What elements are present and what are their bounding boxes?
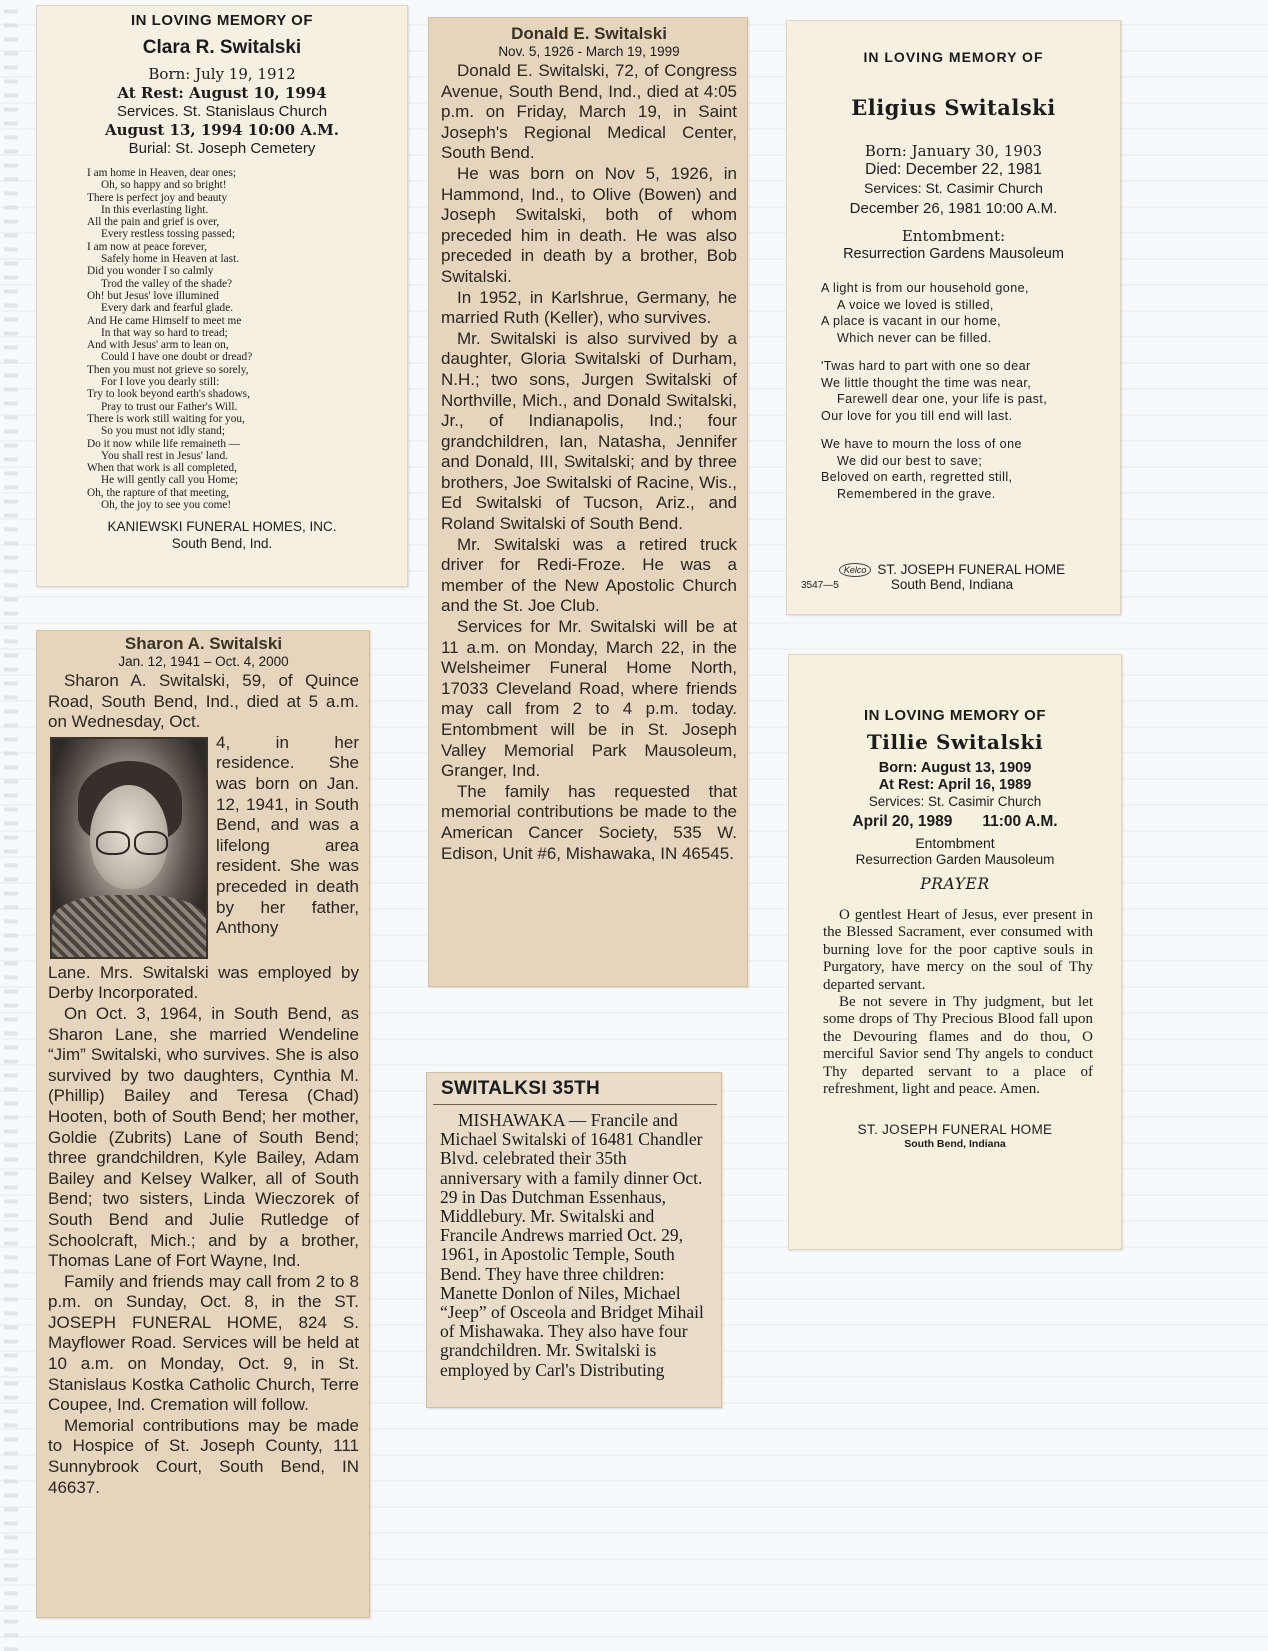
card-header: IN LOVING MEMORY OF <box>863 707 1046 724</box>
obituary-dates: Jan. 12, 1941 – Oct. 4, 2000 <box>118 654 289 669</box>
anniversary-clipping <box>426 1072 722 1408</box>
obituary-title: Donald E. Switalski <box>511 24 667 43</box>
poem-line: I am home in Heaven, dear ones; <box>87 167 236 179</box>
poem-line: I am now at peace forever, <box>87 240 207 253</box>
poem-line: Which never can be filled. <box>837 330 992 345</box>
memorial-poem <box>821 358 1120 424</box>
poem-line: There is work still waiting for you, <box>87 412 245 425</box>
birth-date: Born: January 30, 1903 <box>864 142 1043 160</box>
poem-line: And with Jesus' arm to lean on, <box>87 339 229 352</box>
obituary-paragraph: Services for Mr. Switalski will be at 11 a.m. on Monday, March 22, in the Welsheimer Funeral Home North, 17033 Cleveland Road, where friends may call from 2 to 4 p.m. today. Entombment will be in St. Joseph Valley Memorial Park Mausoleum, Granger, Ind. <box>441 617 737 781</box>
poem-line: You shall rest in Jesus' land. <box>101 449 229 462</box>
poem-line: Beloved on earth, regretted still, <box>821 470 1013 484</box>
obituary-dates: Nov. 5, 1926 - March 19, 1999 <box>498 44 680 59</box>
poem-line: All the pain and grief is over, <box>87 216 220 229</box>
poem-line: In this everlasting light. <box>101 203 209 216</box>
prayer-paragraph: Be not severe in Thy judgment, but let some drops of Thy Precious Blood fall upon the Devouring flames and do thou, O merciful Savior send Thy angels to conduct Thy departed servant to a place of refreshment, light and peace. Amen. <box>823 994 1093 1098</box>
funeral-city: South Bend, Indiana <box>904 1138 1006 1151</box>
entombment-place: Resurrection Gardens Mausoleum <box>843 246 1064 262</box>
card-header: IN LOVING MEMORY OF <box>863 49 1044 65</box>
photo-slot <box>48 733 216 963</box>
poem-line: A light is from our household gone, <box>821 281 1029 295</box>
poem-line: Oh, so happy and so bright! <box>101 179 227 192</box>
poem-line: Did you wonder I so calmly <box>87 265 214 278</box>
obituary-body <box>441 61 737 864</box>
poem-line: When that work is all completed, <box>87 462 237 475</box>
poem-line: Our love for you till end will last. <box>821 408 1013 423</box>
poem-line: So you must not idly stand; <box>101 425 225 438</box>
services-church: Services: St. Casimir Church <box>868 794 1042 809</box>
funeral-city: South Bend, Indiana <box>890 577 1014 592</box>
entombment-label: Entombment: <box>901 227 1006 245</box>
printer-logo: Kelco <box>839 563 872 577</box>
memorial-poem <box>87 167 407 511</box>
funeral-city: South Bend, Ind. <box>171 536 273 552</box>
portrait-photo <box>50 737 208 959</box>
obituary-paragraph: Sharon A. Switalski, 59, of Quince Road, South Bend, Ind., died at 5 a.m. on Wednesday, Oct. <box>48 671 359 732</box>
obituary-sharon <box>36 630 370 1618</box>
poem-line: Oh, the rapture of that meeting, <box>87 486 230 499</box>
poem-line: We little thought the time was near, <box>821 375 1032 390</box>
poem-line: Every dark and fearful glade. <box>101 302 234 315</box>
obituary-title: Sharon A. Switalski <box>124 634 283 653</box>
memorial-card-clara <box>36 5 408 587</box>
clipping-body: MISHAWAKA — Francile and Michael Switalski of 16481 Chandler Blvd. celebrated their 35th anniversary with a family dinner Oct. 29 in Das Dutchman Essenhaus, Middlebury. Mr. Switalski and Francile Andrews married Oct. 29, 1961, in Apostolic Temple, South Bend. They have three children: Manette Donlon of Niles, Michael “Jeep” of Osceola and Bridget Mihail of Mishawaka. They also have four grandchildren. Mr. Switalski is employed by Carl's Distributing <box>440 1110 704 1380</box>
services-church: Services: St. Casimir Church <box>864 180 1043 196</box>
poem-line: Remembered in the grave. <box>837 486 996 501</box>
clipping-title: SWITALKSI 35TH <box>433 1078 717 1105</box>
funeral-home: ST. JOSEPH FUNERAL HOME <box>877 561 1066 577</box>
services-datetime <box>789 813 1121 831</box>
funeral-home: ST. JOSEPH FUNERAL HOME <box>857 1122 1053 1138</box>
services-time: 11:00 A.M. <box>982 813 1058 830</box>
entombment-place: Resurrection Garden Mausoleum <box>855 852 1055 867</box>
services-date: April 20, 1989 <box>852 813 953 830</box>
obituary-paragraph: On Oct. 3, 1964, in South Bend, as Sharon Lane, she married Wendeline “Jim” Switalski, who survives. She is also survived by two daughters, Cynthia M. (Phillip) Bailey and Teresa (Chad) Hooten, both of South Bend; her mother, Goldie (Zubrits) Lane of South Bend; three grandchildren, Kyle Bailey, Adam Bailey and Kelsey Walker, all of South Bend; two sisters, Linda Wieczorek of South Bend and Julie Rutledge of Schoolcraft, Mich.; and by a brother, Thomas Lane of Fort Wayne, Ind. <box>48 1003 359 1271</box>
obituary-body <box>48 671 359 1498</box>
obituary-paragraph: He was born on Nov 5, 1926, in Hammond, Ind., to Olive (Bowen) and Joseph Switalski, both of whom preceded him in death. He was also preceded in death by a brother, Bob Switalski. <box>441 163 737 286</box>
poem-line: Do it now while life remaineth — <box>87 437 241 450</box>
card-name: Tillie Switalski <box>866 730 1044 754</box>
poem-line: A voice we loved is stilled, <box>837 297 994 312</box>
prayer-paragraph: O gentlest Heart of Jesus, ever present in the Blessed Sacrament, ever consumed with burning love for the poor captive souls in Purgatory, have mercy on the soul of Thy departed servant. <box>823 907 1093 993</box>
prayer-text <box>823 907 1093 1098</box>
poem-line: Oh! but Jesus' love illumined <box>87 289 219 302</box>
poem-line: In that way so hard to tread; <box>101 326 228 339</box>
memorial-card-eligius <box>786 20 1121 615</box>
prayer-title: PRAYER <box>920 875 990 893</box>
card-code: 3547—5 <box>801 580 839 591</box>
poem-line: He will gently call you Home; <box>101 474 239 487</box>
poem-line: Oh, the joy to see you come! <box>101 499 232 512</box>
card-name: Eligius Switalski <box>851 95 1056 120</box>
memorial-poem <box>821 436 1120 502</box>
obituary-paragraph: The family has requested that memorial contributions be made to the American Cancer Society, 535 W. Edison, Unit #6, Mishawaka, IN 46545. <box>441 781 737 863</box>
card-footer <box>797 562 1107 592</box>
binder-holes <box>4 0 18 1651</box>
poem-line: We have to mourn the loss of one <box>821 437 1022 451</box>
services-datetime: December 26, 1981 10:00 A.M. <box>849 200 1058 217</box>
poem-line: Farewell dear one, your life is past, <box>837 392 1048 406</box>
clothing-shape <box>52 895 206 957</box>
rest-date: At Rest: August 10, 1994 <box>117 84 327 102</box>
rest-date: At Rest: April 16, 1989 <box>878 777 1032 793</box>
obituary-paragraph: Memorial contributions may be made to Hospice of St. Joseph County, 111 Sunnybrook Court, South Bend, IN 46637. <box>48 1415 359 1497</box>
memorial-card-tillie <box>788 654 1122 1250</box>
poem-line: Could I have one doubt or dread? <box>101 351 253 364</box>
card-header: IN LOVING MEMORY OF <box>130 12 313 29</box>
poem-line: Safely home in Heaven at last. <box>101 253 240 266</box>
obituary-paragraph: Family and friends may call from 2 to 8 p.m. on Sunday, Oct. 8, in the ST. JOSEPH FUNERAL HOME, 824 S. Mayflower Road. Services will be held at 10 a.m. on Monday, Oct. 9, in St. Stanislaus Kostka Catholic Church, Terre Coupee, Ind. Cremation will follow. <box>48 1271 359 1415</box>
poem-line: We did our best to save; <box>837 453 983 468</box>
poem-line: For I love you dearly still: <box>101 376 220 389</box>
obituary-paragraph: Mr. Switalski was a retired truck driver for Redi-Froze. He was a member of the New Apostolic Church and the St. Joe Club. <box>441 534 737 616</box>
obituary-paragraph: Donald E. Switalski, 72, of Congress Avenue, South Bend, Ind., died at 4:05 p.m. on Friday, March 19, in Saint Joseph's Regional Medical Center, South Bend. <box>441 61 737 163</box>
card-name: Clara R. Switalski <box>142 37 302 58</box>
birth-date: Born: August 13, 1909 <box>878 760 1032 776</box>
poem-line: Trod the valley of the shade? <box>101 277 233 290</box>
death-date: Died: December 22, 1981 <box>865 161 1042 178</box>
poem-line: Pray to trust our Father's Will. <box>101 400 238 413</box>
obituary-paragraph: In 1952, in Karlshrue, Germany, he married Ruth (Keller), who survives. <box>441 287 737 328</box>
obituary-donald <box>428 17 748 987</box>
entombment-label: Entombment <box>915 835 995 851</box>
birth-date: Born: July 19, 1912 <box>148 65 296 83</box>
poem-line: Every restless tossing passed; <box>101 228 235 241</box>
poem-line: And He came Himself to meet me <box>87 314 242 327</box>
funeral-home: KANIEWSKI FUNERAL HOMES, INC. <box>107 519 337 535</box>
burial-place: Burial: St. Joseph Cemetery <box>128 140 316 157</box>
glasses-shape <box>134 831 168 855</box>
obituary-paragraph: Mr. Switalski is also survived by a daughter, Gloria Switalski of Durham, N.H.; two sons, Jurgen Switalski of Northville, Mich., and Donald Switalski, Jr., of Indianapolis, Ind.; four grandchildren, Ian, Natasha, Jennifer and Donald, III, Switalski; and by three brothers, Joe Switalski of Racine, Wis., Ed Switalski of Tucson, Ariz., and Roland Switalski of South Bend. <box>441 328 737 534</box>
services-church: Services. St. Stanislaus Church <box>116 103 328 120</box>
memorial-poem <box>821 280 1120 346</box>
obituary-paragraph: 4, in her residence. She was born on Jan. 12, 1941, in South Bend, and was a lifelong area resident. She was preceded in death by her father, Anthony <box>216 732 359 938</box>
poem-line: 'Twas hard to part with one so dear <box>821 359 1031 373</box>
poem-line: Then you must not grieve so sorely, <box>87 363 249 376</box>
obituary-paragraph: Lane. Mrs. Switalski was employed by Derby Incorporated. <box>48 962 359 1003</box>
poem-line: A place is vacant in our home, <box>821 314 1002 328</box>
poem-line: There is perfect joy and beauty <box>87 191 228 204</box>
glasses-shape <box>96 831 130 855</box>
services-datetime: August 13, 1994 10:00 A.M. <box>104 121 340 139</box>
poem-line: Try to look beyond earth's shadows, <box>87 388 250 401</box>
